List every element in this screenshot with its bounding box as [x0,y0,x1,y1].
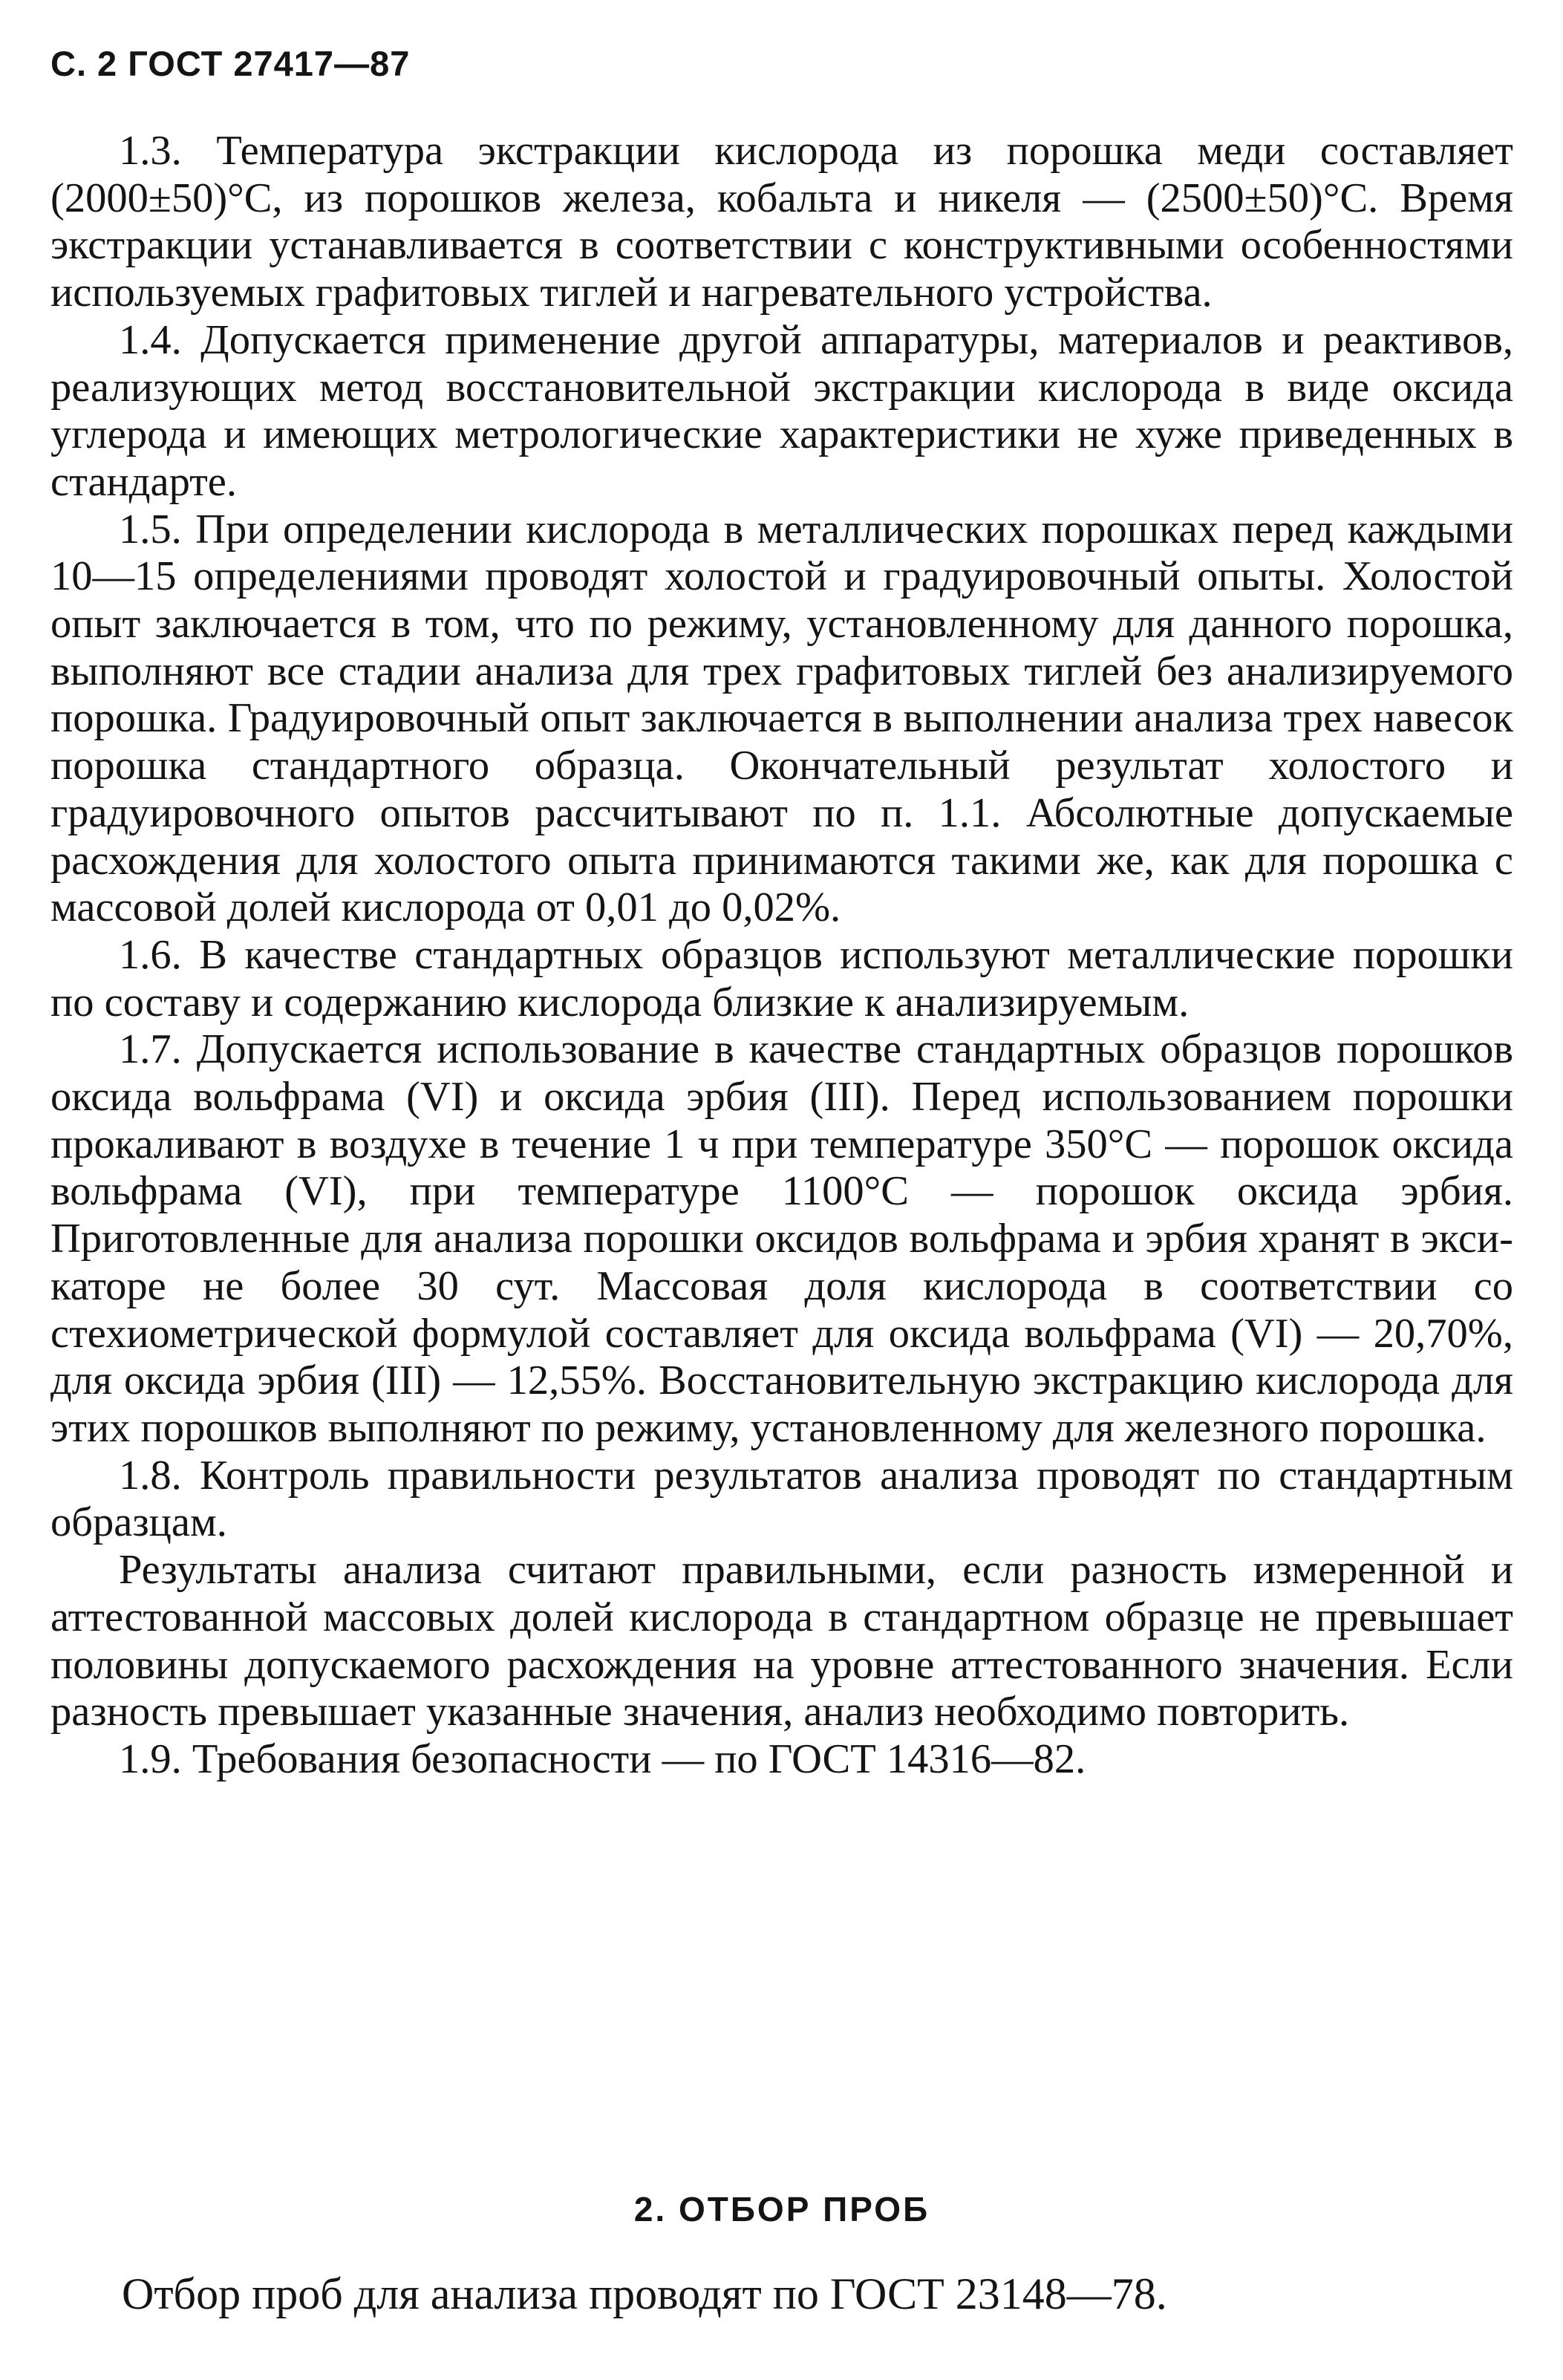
section-2-text: Отбор проб для анализа проводят по ГОСТ 23148—78. [122,2269,1167,2318]
paragraph-1-8: 1.8. Контроль правильности результатов анализа проводят по стандартным образцам. [50,1452,1513,1546]
paragraph-1-6: 1.6. В качестве стандартных образцов используют металлические порошки по составу и содержанию кислорода близкие к анализируемым. [50,931,1513,1026]
paragraph-1-5: 1.5. При определении кислорода в металлических порошках перед каждыми 10—15 определениями проводят холостой и градуировочный опыты. Холостой опыт заключается в том, что по режиму, установленному для данного порошка, выполняют все стадии анализа для трех графитовых тиглей без анализируемого порошка. Градуировочный опыт заключается в выполнении анализа трех навесок порошка стандартного образца. Окончательный результат холостого и градуировочного опытов рассчитывают по п. 1.1. Абсолютные допускаемые расхождения для холостого опыта принимаются такими же, как для порошка с массовой долей кислорода от 0,01 до 0,02%. [50,506,1513,931]
paragraph-1-4: 1.4. Допускается применение другой аппаратуры, материалов и реактивов, реализующих метод восстановительной экстракции кислорода в виде оксида углерода и имеющих метрологические характеристики не хуже приведенных в стандарте. [50,316,1513,505]
paragraph-1-9: 1.9. Требования безопасности — по ГОСТ 14316—82. [119,1735,1086,1782]
paragraph-1-7: 1.7. Допускается использование в качестве стандартных образцов порошков оксида вольфрама (VI) и оксида эрбия (III). Перед использованием порошки прокаливают в воздухе в течение 1 ч при температуре 350°С — порошок оксида вольфрама (VI), при температуре 1100°С — порошок оксида эрбия. Приготовленные для анализа порошки оксидов вольфрама и эрбия хранят в эксикаторе не более 30 сут. Массовая доля кислорода в соответствии со стехиометрической формулой составляет для оксида вольфрама (VI) — 20,70%, для оксида эрбия (III) — 12,55%. Восстановительную экстракцию кислорода для этих порошков выполняют по режиму, установленному для железного порошка. [50,1026,1513,1451]
paragraph-1-8-results: Результаты анализа считают правильными, если разность измеренной и аттестованной массовых долей кислорода в стандартном образце не превышает половины допускаемого расхождения на уровне аттестованного значения. Если разность превышает указанные значения, анализ необходимо повторить. [50,1547,1513,1735]
section-1-body [50,128,1513,1784]
page-header: С. 2 ГОСТ 27417—87 [50,44,411,83]
paragraph-1-3: 1.3. Температура экстракции кислорода из порошка меди составляет (2000±50)°С, из порошков железа, кобальта и никеля — (2500±50)°С. Время экстракции устанавливается в соответствии с конструктивными особенностями используемых графитовых тиглей и нагревательного устройства. [50,128,1513,316]
document-page [50,0,1513,2380]
section-2-heading: 2. ОТБОР ПРОБ [633,2190,930,2229]
